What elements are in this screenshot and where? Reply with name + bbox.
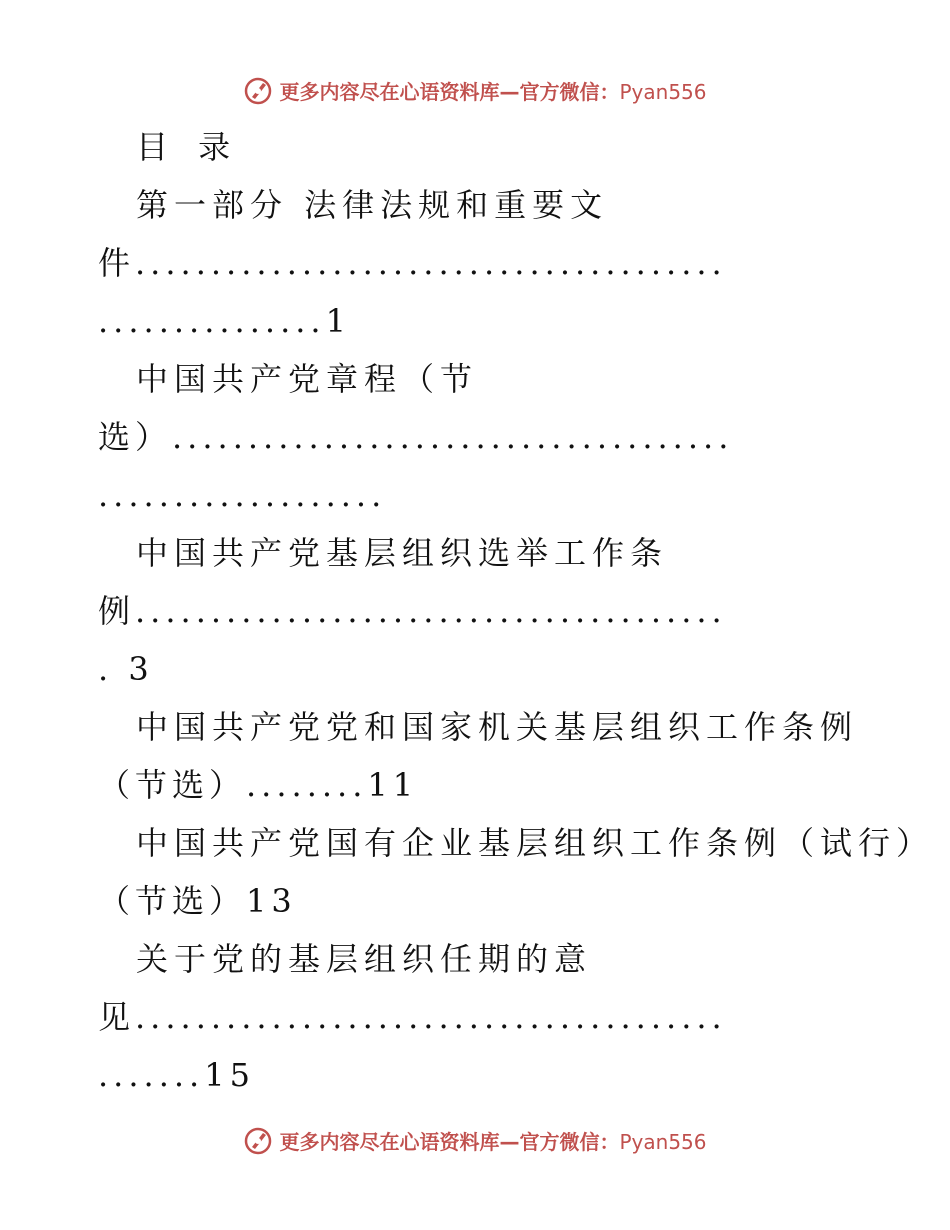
toc-line: 中国共产党基层组织选举工作条 [136,534,669,572]
toc-line: 中国共产党党和国家机关基层组织工作条例 [136,708,859,746]
toc-line: ................... [98,476,387,514]
toc-line: 见....................................... [98,998,727,1036]
toc-line: . 3 [98,650,154,688]
pen-seal-icon [243,1125,273,1155]
toc-line: （节选）13 [98,882,297,920]
toc-line: 中国共产党章程（节 [136,360,479,398]
toc-line: .......15 [98,1056,255,1094]
toc-line: （节选）........11 [98,766,419,804]
watermark-text: 更多内容尽在心语资料库—官方微信：Pyan556 [279,79,707,104]
toc-lines [98,176,935,1104]
toc-heading: 目 录 [136,128,241,166]
watermark-text: 更多内容尽在心语资料库—官方微信：Pyan556 [279,1129,707,1154]
watermark-banner-bottom [0,1120,950,1160]
toc-line: 件....................................... [98,244,727,282]
toc-line: 选）..................................... [98,418,734,456]
toc-line: 中国共产党国有企业基层组织工作条例（试行） [136,824,935,862]
toc-line: 第一部分 法律法规和重要文 [136,186,609,224]
toc-line: ...............1 [98,302,351,340]
toc-line: 例....................................... [98,592,727,630]
pen-seal-icon [243,75,273,105]
toc-line: 关于党的基层组织任期的意 [136,940,593,978]
toc-content [98,118,935,1104]
watermark-banner-top [0,70,950,110]
